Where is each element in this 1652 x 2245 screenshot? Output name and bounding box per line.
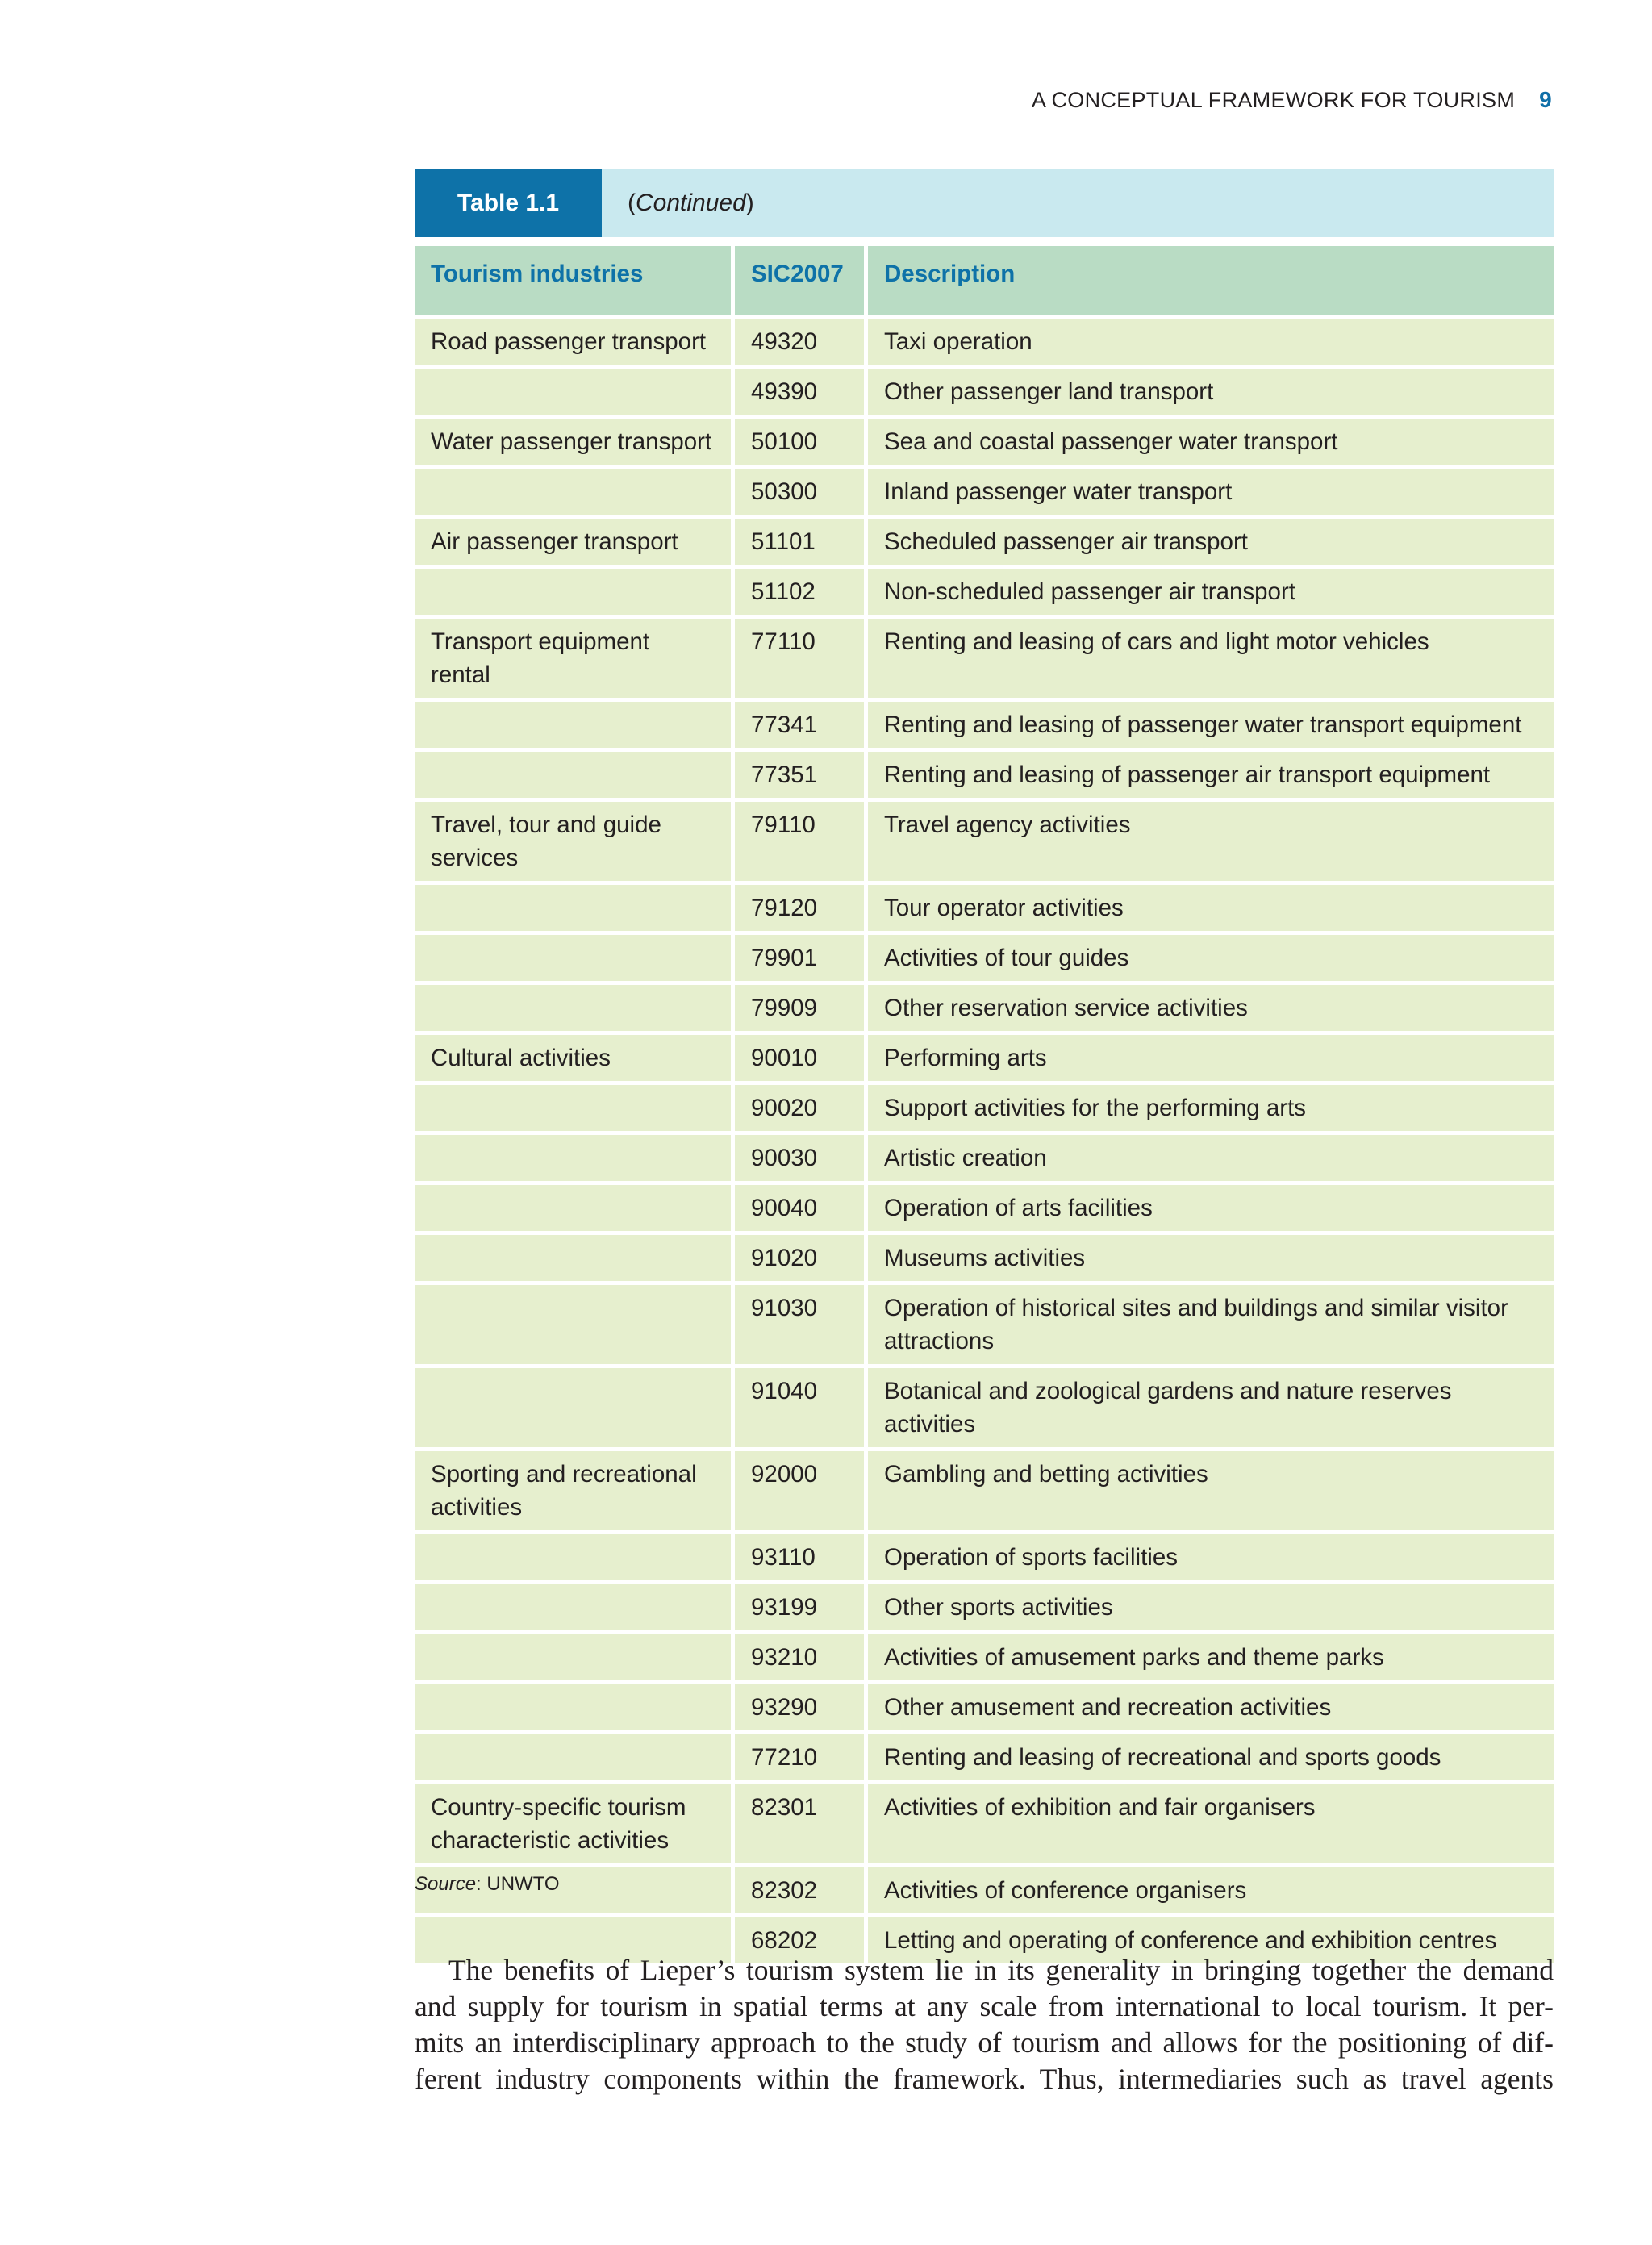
- cell-industry: Cultural activities: [415, 1035, 731, 1081]
- cell-sic-code: 77210: [731, 1734, 868, 1780]
- cell-sic-code: 68202: [731, 1917, 868, 1963]
- column-header-sic: SIC2007: [731, 246, 868, 315]
- body-line: mits an interdisciplinary approach to the study of tourism and allows for the positioning of dif-: [415, 2026, 1554, 2059]
- cell-sic-code: 51102: [731, 569, 868, 615]
- cell-description: Renting and leasing of cars and light motor vehicles: [868, 619, 1554, 698]
- body-line: The benefits of Lieper’s tourism system lie in its generality in bringing together the demand: [448, 1954, 1554, 1986]
- table-row: [415, 619, 1554, 698]
- cell-description: Tour operator activities: [868, 885, 1554, 931]
- cell-industry: [415, 1368, 731, 1447]
- body-line: ferent industry components within the framework. Thus, intermediaries such as travel agents: [415, 2063, 1554, 2095]
- table-row: [415, 369, 1554, 415]
- table-row: [415, 569, 1554, 615]
- cell-description: Letting and operating of conference and exhibition centres: [868, 1917, 1554, 1963]
- cell-description: Artistic creation: [868, 1135, 1554, 1181]
- table-row: [415, 885, 1554, 931]
- table-container: [415, 169, 1554, 1968]
- cell-description: Activities of conference organisers: [868, 1867, 1554, 1913]
- cell-industry: Transport equipment rental: [415, 619, 731, 698]
- cell-sic-code: 50300: [731, 469, 868, 515]
- running-head: [1032, 87, 1552, 113]
- cell-description: Sea and coastal passenger water transport: [868, 419, 1554, 465]
- cell-description: Inland passenger water transport: [868, 469, 1554, 515]
- column-header-industries: Tourism industries: [415, 246, 731, 315]
- cell-sic-code: 79901: [731, 935, 868, 981]
- cell-description: Operation of arts facilities: [868, 1185, 1554, 1231]
- cell-sic-code: 51101: [731, 519, 868, 565]
- tourism-industries-table: [415, 242, 1554, 1968]
- table-caption-bar: [415, 169, 1554, 237]
- cell-industry: [415, 1634, 731, 1680]
- table-row: [415, 1534, 1554, 1580]
- cell-industry: [415, 1534, 731, 1580]
- cell-industry: [415, 369, 731, 415]
- table-row: [415, 1085, 1554, 1131]
- cell-description: Scheduled passenger air transport: [868, 519, 1554, 565]
- cell-description: Taxi operation: [868, 319, 1554, 365]
- table-row: [415, 752, 1554, 798]
- cell-sic-code: 50100: [731, 419, 868, 465]
- cell-industry: [415, 1584, 731, 1630]
- cell-description: Operation of sports facilities: [868, 1534, 1554, 1580]
- cell-description: Activities of exhibition and fair organisers: [868, 1784, 1554, 1863]
- cell-sic-code: 79110: [731, 802, 868, 881]
- cell-sic-code: 90010: [731, 1035, 868, 1081]
- cell-sic-code: 90040: [731, 1185, 868, 1231]
- table-row: [415, 1235, 1554, 1281]
- cell-industry: [415, 1185, 731, 1231]
- table-row: [415, 802, 1554, 881]
- cell-sic-code: 92000: [731, 1451, 868, 1530]
- cell-sic-code: 77341: [731, 702, 868, 748]
- table-row: [415, 1784, 1554, 1863]
- table-row: [415, 1584, 1554, 1630]
- cell-industry: [415, 469, 731, 515]
- running-head-title: A CONCEPTUAL FRAMEWORK FOR TOURISM: [1031, 88, 1516, 112]
- cell-sic-code: 77110: [731, 619, 868, 698]
- page-number: 9: [1539, 87, 1552, 112]
- cell-description: Operation of historical sites and buildings and similar visitor attractions: [868, 1285, 1554, 1364]
- table-caption-text: Continued: [636, 190, 746, 216]
- cell-industry: [415, 1085, 731, 1131]
- cell-sic-code: 93210: [731, 1634, 868, 1680]
- source-value: : UNWTO: [476, 1873, 560, 1895]
- body-paragraph: [415, 1952, 1554, 2097]
- table-row: [415, 1684, 1554, 1730]
- table-row: [415, 419, 1554, 465]
- cell-sic-code: 93290: [731, 1684, 868, 1730]
- cell-industry: Travel, tour and guide services: [415, 802, 731, 881]
- cell-industry: [415, 935, 731, 981]
- cell-sic-code: 82301: [731, 1784, 868, 1863]
- cell-description: Activities of tour guides: [868, 935, 1554, 981]
- cell-description: Renting and leasing of recreational and sports goods: [868, 1734, 1554, 1780]
- cell-industry: Road passenger transport: [415, 319, 731, 365]
- table-row: [415, 469, 1554, 515]
- cell-description: Other reservation service activities: [868, 985, 1554, 1031]
- cell-industry: Water passenger transport: [415, 419, 731, 465]
- table-row: [415, 935, 1554, 981]
- source-label: Source: [415, 1873, 477, 1895]
- cell-industry: Air passenger transport: [415, 519, 731, 565]
- cell-sic-code: 90030: [731, 1135, 868, 1181]
- cell-sic-code: 79909: [731, 985, 868, 1031]
- cell-description: Renting and leasing of passenger air transport equipment: [868, 752, 1554, 798]
- table-row: [415, 1451, 1554, 1530]
- cell-sic-code: 91030: [731, 1285, 868, 1364]
- cell-description: Travel agency activities: [868, 802, 1554, 881]
- table-label: Table 1.1: [415, 169, 602, 237]
- cell-industry: [415, 1734, 731, 1780]
- cell-sic-code: 90020: [731, 1085, 868, 1131]
- cell-industry: [415, 1135, 731, 1181]
- cell-industry: [415, 752, 731, 798]
- table-row: [415, 702, 1554, 748]
- cell-industry: [415, 1235, 731, 1281]
- table-caption: ( Continued ): [602, 169, 1554, 237]
- table-row: [415, 985, 1554, 1031]
- table-row: [415, 1368, 1554, 1447]
- cell-industry: Sporting and recreational activities: [415, 1451, 731, 1530]
- cell-description: Performing arts: [868, 1035, 1554, 1081]
- cell-description: Museums activities: [868, 1235, 1554, 1281]
- cell-industry: [415, 1285, 731, 1364]
- cell-sic-code: 91040: [731, 1368, 868, 1447]
- cell-description: Non-scheduled passenger air transport: [868, 569, 1554, 615]
- table-row: [415, 1135, 1554, 1181]
- cell-sic-code: 91020: [731, 1235, 868, 1281]
- cell-description: Botanical and zoological gardens and nature reserves activities: [868, 1368, 1554, 1447]
- table-header-row: [415, 246, 1554, 315]
- cell-sic-code: 79120: [731, 885, 868, 931]
- cell-industry: [415, 702, 731, 748]
- table-row: [415, 1734, 1554, 1780]
- cell-description: Other passenger land transport: [868, 369, 1554, 415]
- cell-description: Gambling and betting activities: [868, 1451, 1554, 1530]
- column-header-description: Description: [868, 246, 1554, 315]
- cell-description: Support activities for the performing arts: [868, 1085, 1554, 1131]
- cell-sic-code: 82302: [731, 1867, 868, 1913]
- table-row: [415, 1634, 1554, 1680]
- cell-sic-code: 49320: [731, 319, 868, 365]
- cell-description: Activities of amusement parks and theme parks: [868, 1634, 1554, 1680]
- cell-industry: [415, 885, 731, 931]
- table-row: [415, 1035, 1554, 1081]
- cell-industry: [415, 985, 731, 1031]
- cell-industry: [415, 1684, 731, 1730]
- table-row: [415, 1285, 1554, 1364]
- cell-sic-code: 77351: [731, 752, 868, 798]
- cell-sic-code: 93199: [731, 1584, 868, 1630]
- body-line: and supply for tourism in spatial terms at any scale from international to local tourism. It per-: [415, 1990, 1554, 2022]
- table-row: [415, 319, 1554, 365]
- cell-description: Renting and leasing of passenger water transport equipment: [868, 702, 1554, 748]
- cell-industry: [415, 569, 731, 615]
- cell-description: Other sports activities: [868, 1584, 1554, 1630]
- cell-industry: Country-specific tourism characteristic activities: [415, 1784, 731, 1863]
- table-row: [415, 1185, 1554, 1231]
- cell-sic-code: 93110: [731, 1534, 868, 1580]
- table-source: [415, 1873, 560, 1896]
- table-body: [415, 319, 1554, 1963]
- table-row: [415, 1867, 1554, 1913]
- cell-sic-code: 49390: [731, 369, 868, 415]
- table-row: [415, 519, 1554, 565]
- cell-description: Other amusement and recreation activities: [868, 1684, 1554, 1730]
